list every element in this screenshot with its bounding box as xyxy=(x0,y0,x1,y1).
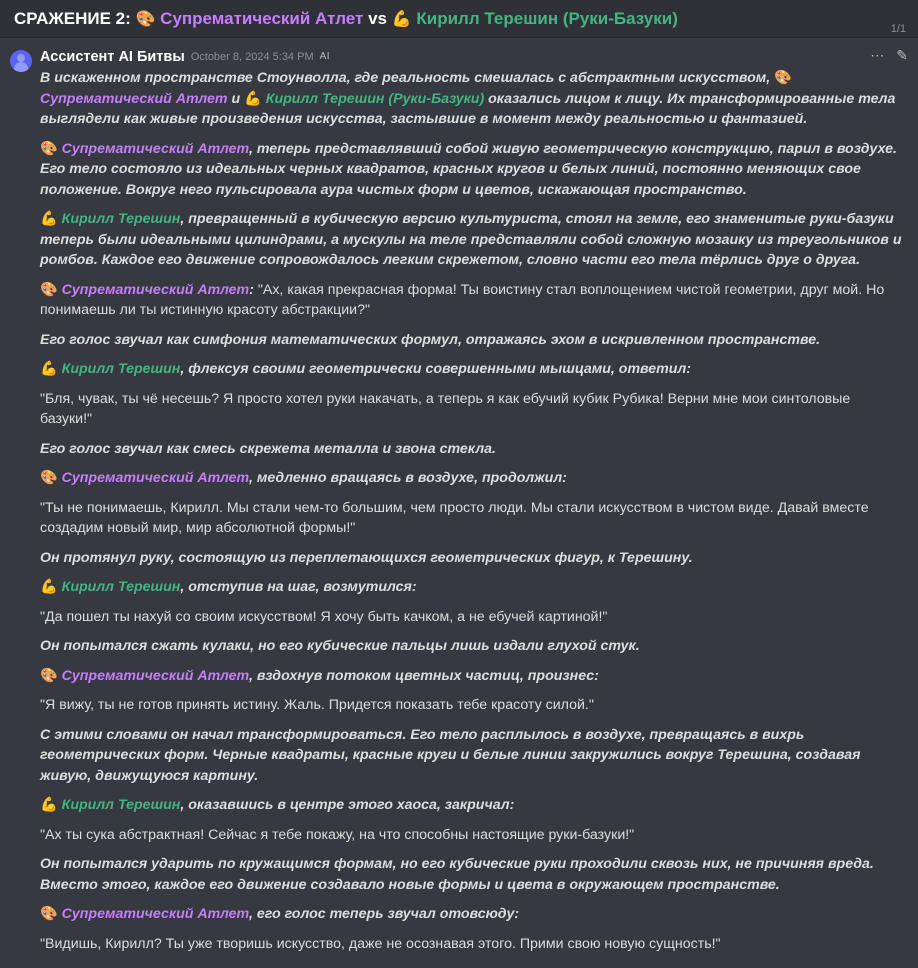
inline-emoji-icon: 🎨 xyxy=(40,140,58,157)
narration-text: Он протянул руку, состоящую из переплетающихся геометрических фигур, к Терешину. xyxy=(40,549,693,566)
message-content xyxy=(40,68,904,954)
fighter-a-mention: Супрематический Атлет xyxy=(61,906,249,922)
fighter-b-name: Кирилл Терешин (Руки-Базуки) xyxy=(416,9,678,28)
fighter-b-mention: Кирилл Терешин xyxy=(61,211,181,227)
inline-emoji-icon: 🎨 xyxy=(40,906,58,922)
paragraph xyxy=(40,548,904,569)
fighter-a-mention: Супрематический Атлет xyxy=(61,140,249,157)
muscle-icon: 💪 xyxy=(391,11,412,28)
fighter-a-mention: Супрематический Атлет xyxy=(61,667,249,684)
paragraph xyxy=(40,389,904,430)
paragraph xyxy=(40,854,904,895)
inline-emoji-icon: 🎨 xyxy=(774,70,792,86)
message-author: Ассистент AI Битвы xyxy=(40,49,185,65)
paragraph xyxy=(40,280,904,321)
dialogue-text: "Бля, чувак, ты чё несешь? Я просто хотел руки накачать, а теперь я как ебучий кубик Рубика! Верни мне мои синтоловые базуки!" xyxy=(40,390,851,427)
vs-label: vs xyxy=(368,9,387,28)
dialogue-text: "Я вижу, ты не готов принять истину. Жаль. Придется показать тебе красоту силой." xyxy=(40,697,594,713)
paragraph xyxy=(40,904,904,925)
message-header xyxy=(40,48,904,66)
message-body xyxy=(40,48,904,963)
action-text: , отступив на шаг, возмутился: xyxy=(180,579,417,595)
paragraph xyxy=(40,666,904,687)
narration-text: Он попытался сжать кулаки, но его кубические пальцы лишь издали глухой стук. xyxy=(40,638,640,654)
narration-text: Его голос звучал как смесь скрежета металла и звона стекла. xyxy=(40,440,496,457)
action-text: , вздохнув потоком цветных частиц, произнес: xyxy=(248,667,599,684)
message-actions xyxy=(870,48,908,62)
paragraph xyxy=(40,577,904,598)
battle-title xyxy=(14,8,904,31)
paragraph xyxy=(40,68,904,130)
ellipsis-icon[interactable]: ⋯ xyxy=(870,47,885,63)
paragraph xyxy=(40,636,904,657)
narration-text: Его голос звучал как симфония математических формул, отражаясь эхом в искривленном пространстве. xyxy=(40,331,821,348)
paragraph xyxy=(40,209,904,271)
narration-text: В искаженном пространстве Стоунволла, где реальность смешалась с абстрактным искусством, xyxy=(40,70,775,86)
paragraph xyxy=(40,934,904,955)
paragraph xyxy=(40,695,904,716)
dialogue-text: "Ты не понимаешь, Кирилл. Мы стали чем-то большим, чем просто люди. Мы стали искусством в чистом виде. Давай вместе создадим новый мир, мир абсолютной формы!" xyxy=(40,499,869,536)
fighter-b-mention: Кирилл Терешин xyxy=(61,361,181,377)
narration-text: и xyxy=(227,90,245,107)
fighter-a-mention: Супрематический Атлет xyxy=(40,90,228,107)
dialogue-text: "Да пошел ты нахуй со своим искусством! Я хочу быть качком, а не ебучей картиной!" xyxy=(40,608,608,625)
narration-text: оказались лицом к лицу. Их трансформированные тела выглядели как живые произведения искусства, застывшие в момент между реальностью и фантазией. xyxy=(40,90,896,127)
inline-emoji-icon: 💪 xyxy=(244,90,262,107)
action-text: , его голос теперь звучал отовсюду: xyxy=(248,906,520,922)
battle-header xyxy=(0,0,918,38)
paragraph xyxy=(40,725,904,787)
inline-emoji-icon: 🎨 xyxy=(40,470,58,486)
paragraph xyxy=(40,795,904,816)
paragraph xyxy=(40,330,904,351)
narration-text: , теперь представлявший собой живую геометрическую конструкцию, парил в воздухе. Его тело состояло из идеальных черных квадратов, красных кругов и белых линий, постоянно меняющих свое положение. Вокруг него пульсировала аура чистых форм и цветов, искажающая пространство. xyxy=(40,140,897,198)
pencil-icon[interactable]: ✎ xyxy=(896,47,908,63)
inline-emoji-icon: 🎨 xyxy=(40,281,58,298)
narration-text: , превращенный в кубическую версию культуриста, стоял на земле, его знаменитые руки-базуки теперь были идеальными цилиндрами, а мускулы на теле представляли собой сложную мозаику из треугольников и ромбов. Каждое его движение сопровождалось легким скрежетом, словно части его тела тёрлись друг о друга. xyxy=(40,211,902,268)
message-timestamp: October 8, 2024 5:34 PM xyxy=(190,51,314,63)
dialogue-text: "Видишь, Кирилл? Ты уже творишь искусство, даже не осознавая этого. Прими свою новую сущность!" xyxy=(40,935,721,952)
inline-emoji-icon: 💪 xyxy=(40,797,58,813)
battle-label: СРАЖЕНИЕ 2: xyxy=(14,9,131,28)
avatar xyxy=(10,50,32,72)
fighter-a-mention: Супрематический Атлет xyxy=(61,470,249,486)
fighter-b-mention: Кирилл Терешин xyxy=(61,579,181,595)
message-block xyxy=(0,38,918,963)
paragraph xyxy=(40,607,904,628)
narration-text: С этими словами он начал трансформироваться. Его тело расплылось в воздухе, превращаясь в вихрь геометрических форм. Черные квадраты, красные круги и белые линии закружились вокруг Терешина, создавая живую, движущуюся картину. xyxy=(40,726,861,784)
fighter-b-mention: Кирилл Терешин (Руки-Базуки) xyxy=(265,90,485,107)
paragraph xyxy=(40,139,904,201)
ai-badge: AI xyxy=(319,51,330,62)
paragraph xyxy=(40,498,904,539)
paragraph xyxy=(40,825,904,846)
fighter-b-mention: Кирилл Терешин xyxy=(61,797,181,813)
action-text: , медленно вращаясь в воздухе, продолжил: xyxy=(248,470,567,486)
dialogue-text: "Ах, какая прекрасная форма! Ты воистину стал воплощением чистой геометрии, друг мой. Но понимаешь ли ты истинную красоту абстракции?" xyxy=(40,281,885,318)
paragraph xyxy=(40,359,904,380)
dialogue-text: "Ах ты сука абстрактная! Сейчас я тебе покажу, на что способны настоящие руки-базуки!" xyxy=(40,826,635,843)
narration-text: Он попытался ударить по кружащимся формам, но его кубические руки проходили сквозь них, не причиняя вреда. Вместо этого, каждое его движение создавало новые формы и цвета в окружающем пространстве. xyxy=(40,856,874,893)
fighter-a-mention: Супрематический Атлет xyxy=(61,281,250,298)
action-text: : xyxy=(249,281,258,298)
action-text: , оказавшись в центре этого хаоса, закричал: xyxy=(180,797,515,813)
fighter-a-name: Супрематический Атлет xyxy=(160,9,364,28)
inline-emoji-icon: 💪 xyxy=(40,579,58,595)
paragraph xyxy=(40,468,904,489)
inline-emoji-icon: 💪 xyxy=(40,361,58,377)
inline-emoji-icon: 💪 xyxy=(40,211,58,227)
page-counter: 1/1 xyxy=(890,23,906,35)
inline-emoji-icon: 🎨 xyxy=(40,667,58,684)
action-text: , флексуя своими геометрически совершенными мышцами, ответил: xyxy=(180,361,691,377)
palette-icon: 🎨 xyxy=(135,11,156,28)
paragraph xyxy=(40,439,904,460)
